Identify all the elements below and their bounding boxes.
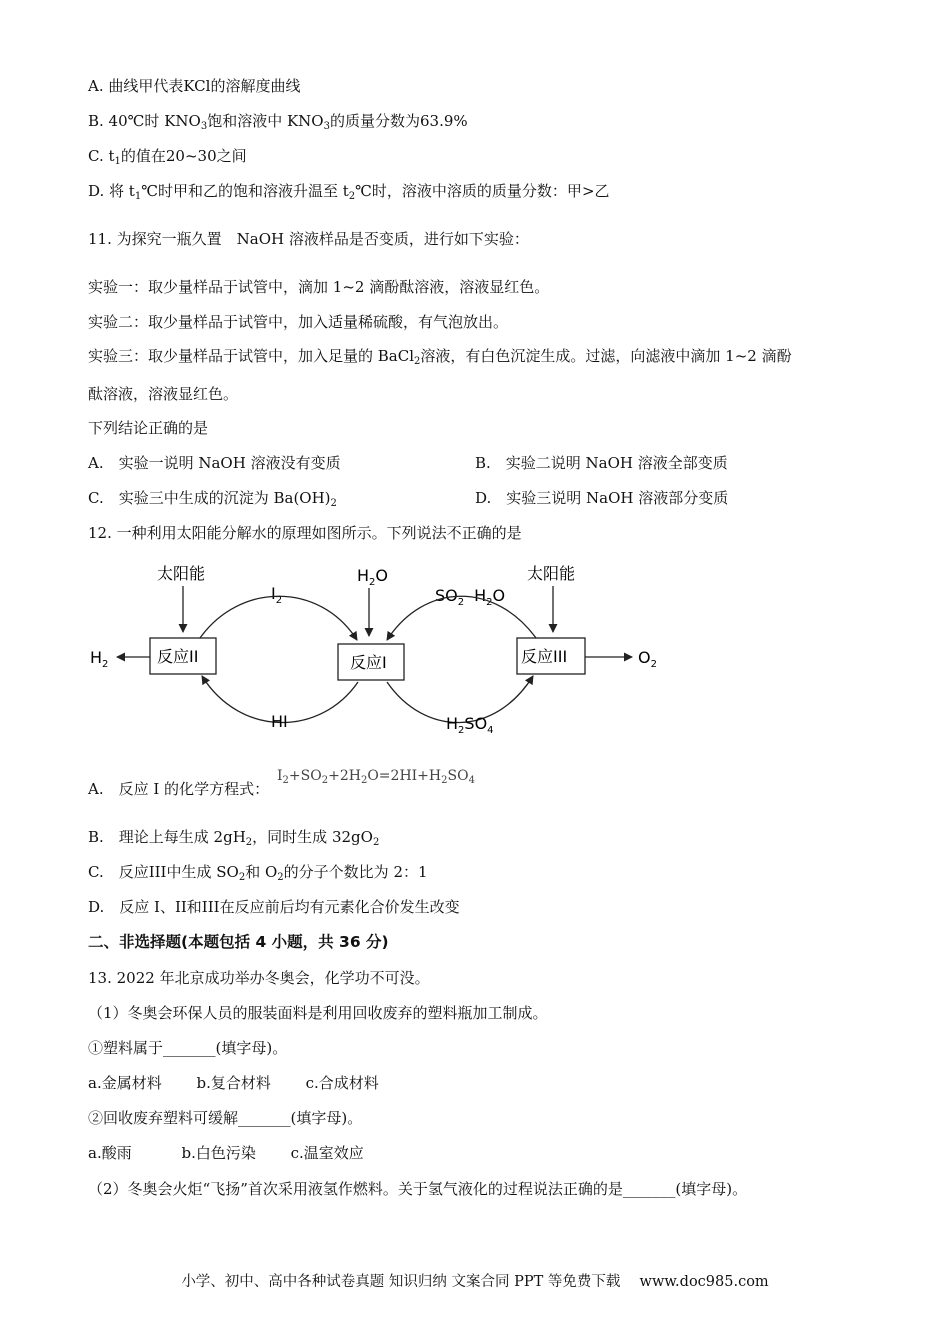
reaction-ii-label: 反应II xyxy=(157,647,199,666)
q13-sub-1-options: a.金属材料 b.复合材料 c.合成材料 xyxy=(88,1074,379,1092)
q11-experiment-1: 实验一：取少量样品于试管中，滴加 1~2 滴酚酞溶液，溶液显红色。 xyxy=(88,278,550,296)
q12-equation: $I_2+SO_2+2H_2O=2HI+H_2SO_4$ xyxy=(277,768,475,786)
page-footer: 小学、初中、高中各种试卷真题 知识归纳 文案合同 PPT 等免费下载 www.doc985.com xyxy=(181,1274,769,1290)
q11-option-b: B. 实验二说明 NaOH 溶液全部变质 xyxy=(475,454,728,472)
o2-label: $O_2$ xyxy=(638,648,657,670)
h2so4-flow-arrow xyxy=(387,676,533,723)
solar-energy-right-label: 太阳能 xyxy=(527,564,576,583)
q11-experiment-3: 实验三：取少量样品于试管中，加入足量的 BaCl$_2$溶液，有白色沉淀生成。过滤，向滤液中滴加 1~2 滴酚 xyxy=(88,347,792,367)
q11-experiment-3-cont: 酞溶液，溶液显红色。 xyxy=(88,385,239,403)
i2-label: $I_2$ xyxy=(271,584,283,606)
q10-option-c: C. $t_1$的值在20~30之间 xyxy=(88,147,247,167)
q11-experiment-2: 实验二：取少量样品于试管中，加入适量稀硫酸，有气泡放出。 xyxy=(88,313,509,331)
q11-option-d: D. 实验三说明 NaOH 溶液部分变质 xyxy=(475,489,729,507)
q11-stem: 11. 为探究一瓶久置 NaOH 溶液样品是否变质，进行如下实验： xyxy=(88,230,529,248)
q13-sub-2-options: a.酸雨 b.白色污染 c.温室效应 xyxy=(88,1144,364,1162)
q11-option-c: C. 实验三中生成的沉淀为 $Ba(OH)_2$ xyxy=(88,489,337,509)
h2-label: $H_2$ xyxy=(90,648,109,670)
h2o-top-label: $H_2O$ xyxy=(357,566,388,588)
q13-sub-2: ②回收废弃塑料可缓解_______(填字母)。 xyxy=(88,1109,363,1127)
q13-sub-1: ①塑料属于_______(填字母)。 xyxy=(88,1039,288,1057)
reaction-iii-label: 反应III xyxy=(521,647,568,666)
q10-option-a: A. 曲线甲代表KCl的溶解度曲线 xyxy=(88,77,301,95)
q13-stem: 13. 2022 年北京成功举办冬奥会，化学功不可没。 xyxy=(88,969,430,987)
q11-option-a: A. 实验一说明 NaOH 溶液没有变质 xyxy=(88,454,341,472)
q13-part-2: （2）冬奥会火炬“飞扬”首次采用液氢作燃料。关于氢气液化的过程说法正确的是_______(填字母)。 xyxy=(88,1180,748,1198)
so2-h2o-label: $SO_2$ $H_2O$ xyxy=(435,586,506,608)
hi-label: HI xyxy=(271,712,288,731)
reaction-i-label: 反应I xyxy=(350,653,387,672)
q12-option-c: C. 反应III中生成 $SO_2$和 $O_2$的分子个数比为 2：1 xyxy=(88,863,428,883)
section-heading: 二、非选择题(本题包括 4 小题，共 36 分) xyxy=(88,933,389,951)
q10-option-b: B. 40℃时 $KNO_3$饱和溶液中 $KNO_3$的质量分数为63.9% xyxy=(88,112,468,132)
solar-water-splitting-diagram xyxy=(0,552,950,752)
q10-option-d: D. 将 $t_1℃$时甲和乙的饱和溶液升温至 $t_2℃$时，溶液中溶质的质量分数：甲>乙 xyxy=(88,182,610,202)
q12-option-b: B. 理论上每生成 $2gH_2$，同时生成 $32gO_2$ xyxy=(88,828,380,848)
q12-stem: 12. 一种利用太阳能分解水的原理如图所示。下列说法不正确的是 xyxy=(88,524,522,542)
q11-prompt: 下列结论正确的是 xyxy=(88,419,209,437)
solar-energy-left-label: 太阳能 xyxy=(157,564,206,583)
q12-option-d: D. 反应 I、II和III在反应前后均有元素化合价发生改变 xyxy=(88,898,460,916)
h2so4-label: $H_2SO_4$ xyxy=(446,714,494,736)
q12-option-a: A. 反应 I 的化学方程式： xyxy=(88,780,270,798)
q13-part-1: （1）冬奥会环保人员的服装面料是利用回收废弃的塑料瓶加工制成。 xyxy=(88,1004,548,1022)
